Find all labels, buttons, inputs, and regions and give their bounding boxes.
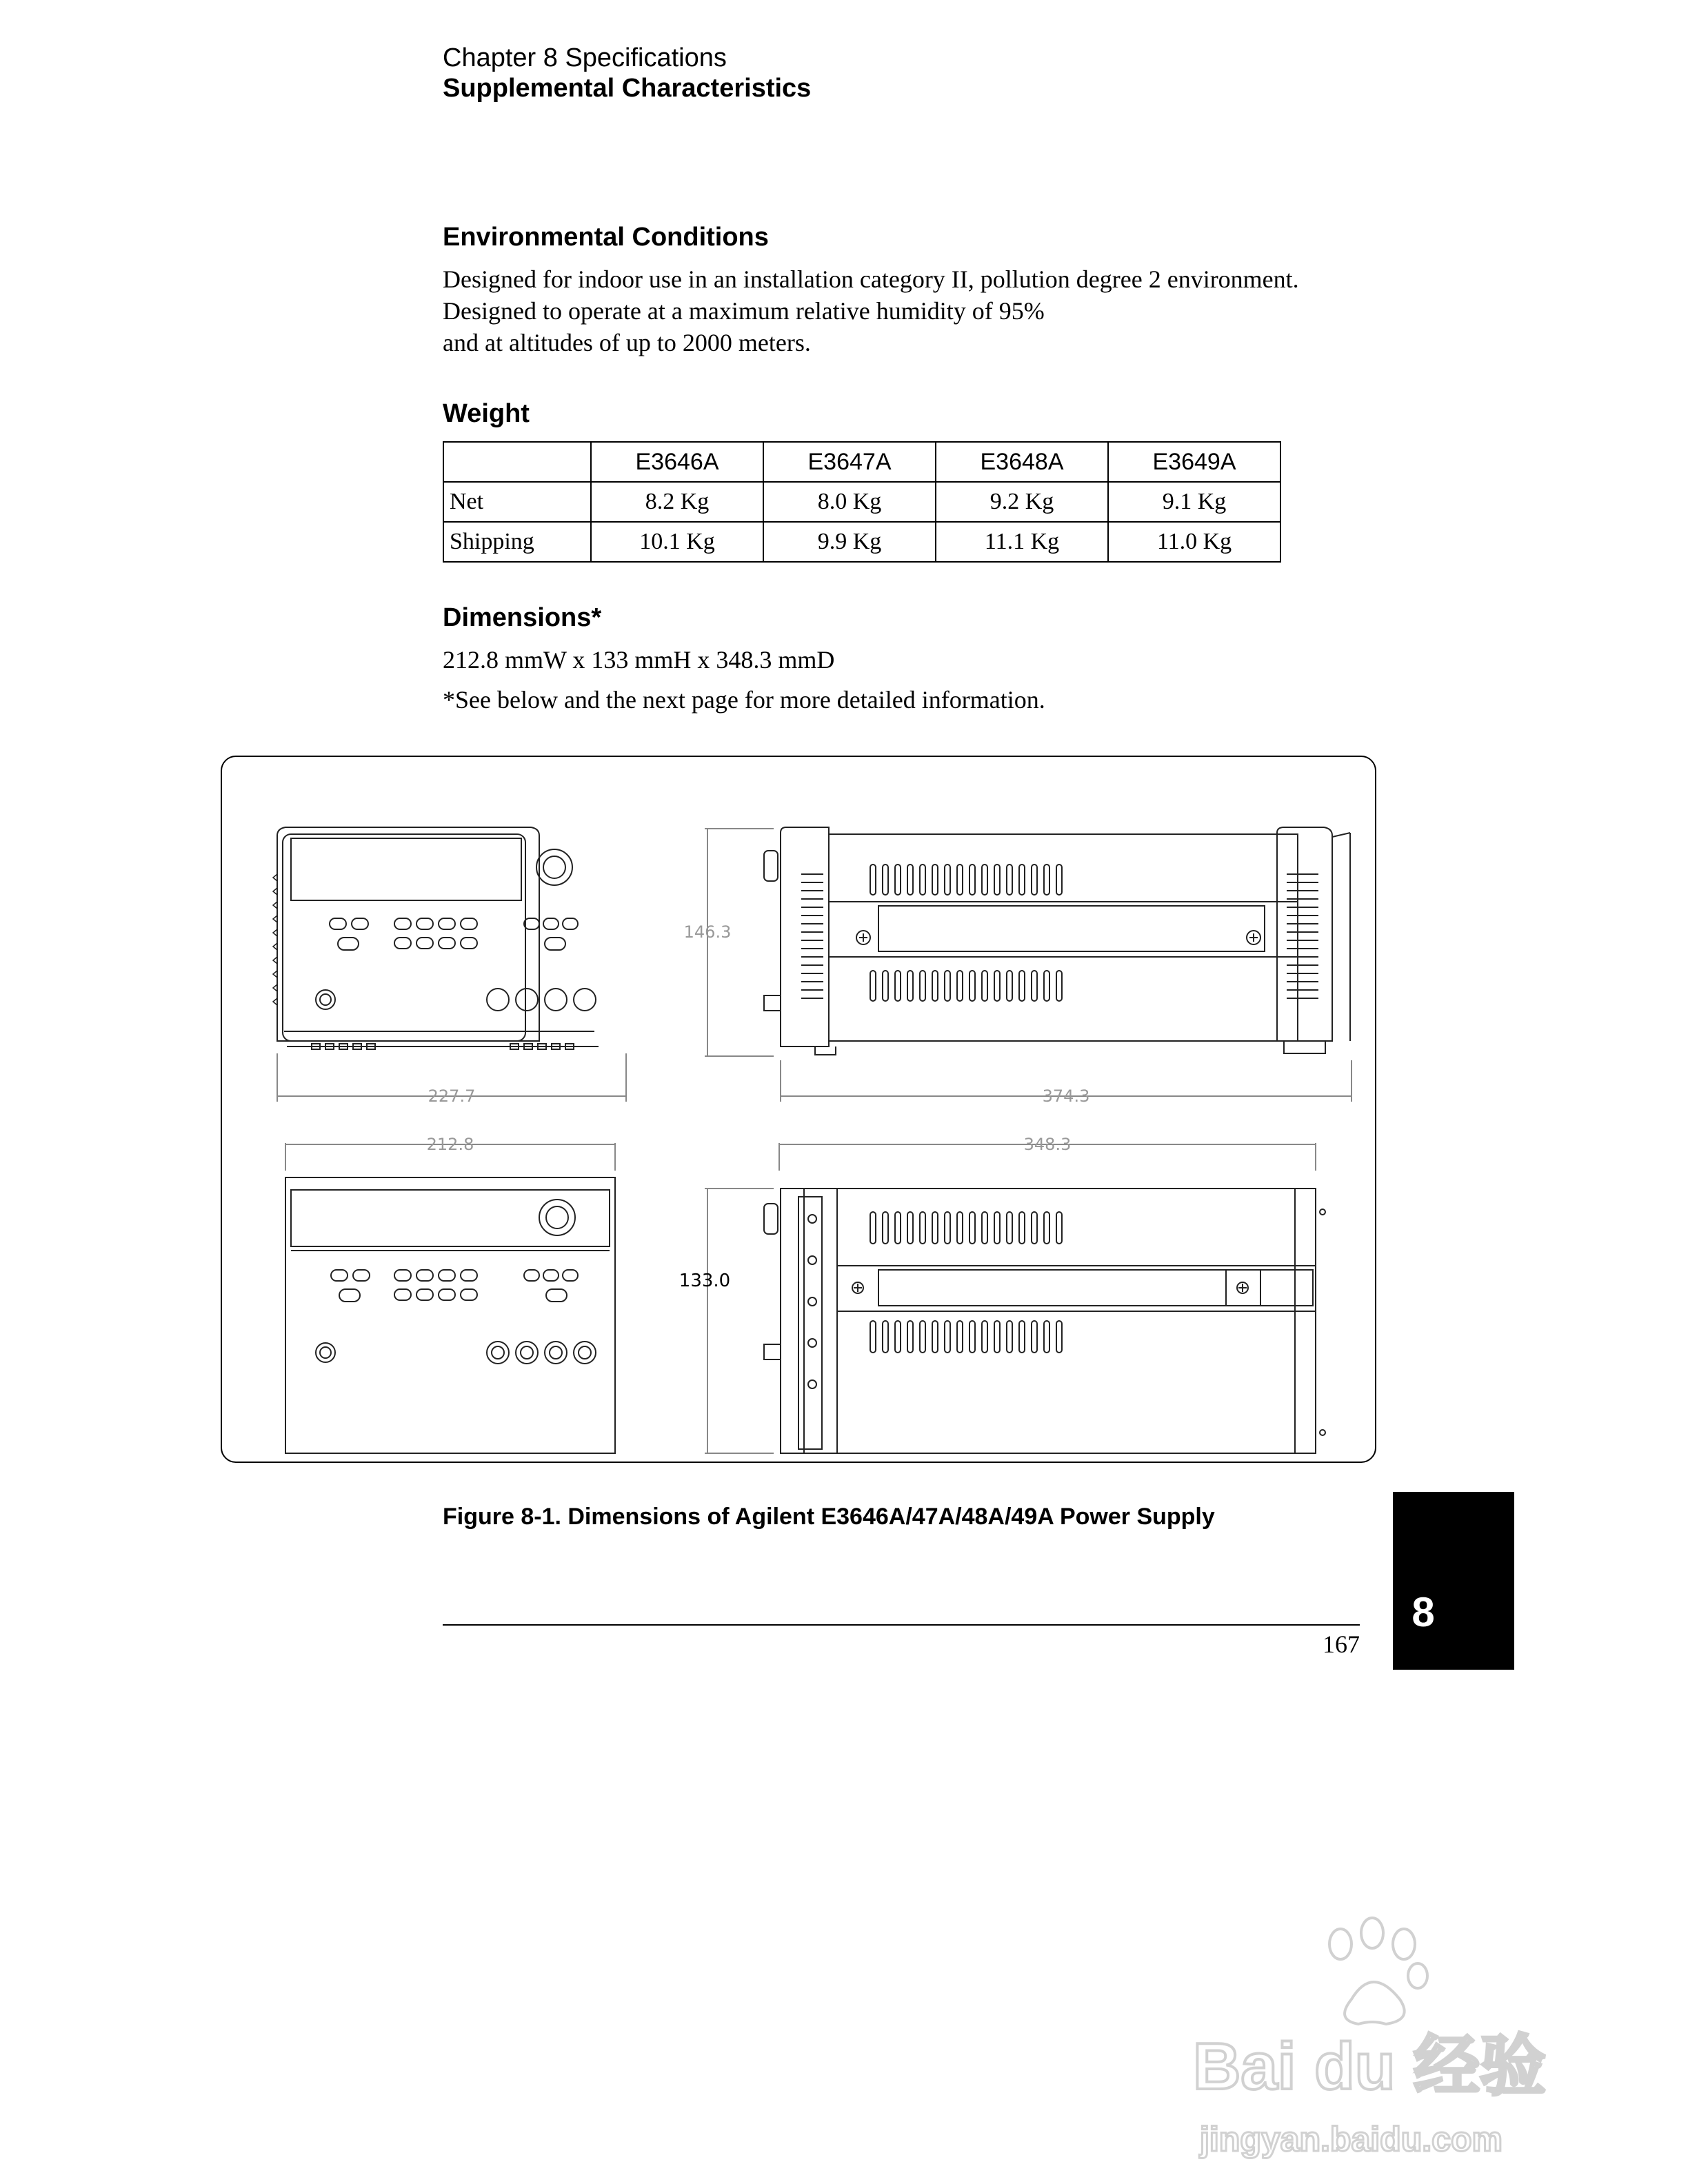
environmental-heading: Environmental Conditions [443, 223, 769, 252]
table-header-row [443, 442, 1280, 482]
table-cell: 9.1 Kg [1108, 482, 1280, 522]
chapter-tab-number: 8 [1411, 1589, 1435, 1635]
environmental-line: Designed to operate at a maximum relative humidity of 95% [443, 297, 1045, 325]
baidu-paw-logo [1165, 1917, 1607, 2165]
dim-label: 133.0 [679, 1271, 731, 1291]
figure-frame [221, 756, 1376, 1463]
watermark-logo-text: Bai du 经验 [1193, 2030, 1547, 2103]
watermark-url: jingyan.baidu.com [1200, 2120, 1503, 2158]
front-view [285, 1135, 615, 1453]
environmental-line: Designed for indoor use in an installation category II, pollution degree 2 environment. [443, 265, 1299, 293]
table-cell: 9.2 Kg [936, 482, 1108, 522]
dim-label: 227.7 [428, 1086, 476, 1106]
dim-label: 146.3 [683, 922, 732, 942]
figure-caption: Figure 8-1. Dimensions of Agilent E3646A/47A/48A/49A Power Supply [443, 1504, 1215, 1530]
dimensions-note: *See below and the next page for more detailed information. [443, 686, 1045, 714]
table-header-cell [443, 442, 591, 482]
dimensions-value: 212.8 mmW x 133 mmH x 348.3 mmD [443, 646, 835, 674]
table-row-label: Net [443, 482, 591, 522]
dimension-drawing [222, 757, 1378, 1464]
running-header-section: Supplemental Characteristics [443, 74, 812, 103]
chapter-tab [1393, 1492, 1514, 1670]
page-number: 167 [1323, 1630, 1360, 1658]
table-header-cell: E3646A [591, 442, 763, 482]
running-header-chapter: Chapter 8 Specifications [443, 43, 727, 72]
weight-table [443, 441, 1281, 563]
front-view-with-bumpers [273, 827, 626, 1106]
table-header-cell: E3647A [763, 442, 936, 482]
table-row-label: Shipping [443, 522, 591, 562]
footer-rule [443, 1624, 1360, 1626]
table-cell: 10.1 Kg [591, 522, 763, 562]
table-cell: 11.1 Kg [936, 522, 1108, 562]
weight-heading: Weight [443, 399, 530, 428]
dim-label: 348.3 [1023, 1135, 1072, 1154]
environmental-line: and at altitudes of up to 2000 meters. [443, 329, 811, 356]
table-cell: 8.2 Kg [591, 482, 763, 522]
dim-label: 374.3 [1042, 1086, 1090, 1106]
table-header-cell: E3648A [936, 442, 1108, 482]
table-header-cell: E3649A [1108, 442, 1280, 482]
dimensions-heading: Dimensions* [443, 603, 602, 632]
table-cell: 11.0 Kg [1108, 522, 1280, 562]
table-cell: 9.9 Kg [763, 522, 936, 562]
environmental-body [443, 263, 1394, 358]
table-row [443, 522, 1280, 562]
table-cell: 8.0 Kg [763, 482, 936, 522]
table-row [443, 482, 1280, 522]
side-view-with-bumpers [684, 827, 1352, 1106]
baidu-watermark [1165, 1917, 1607, 2165]
side-view [679, 1135, 1325, 1453]
dim-label: 212.8 [426, 1135, 474, 1154]
